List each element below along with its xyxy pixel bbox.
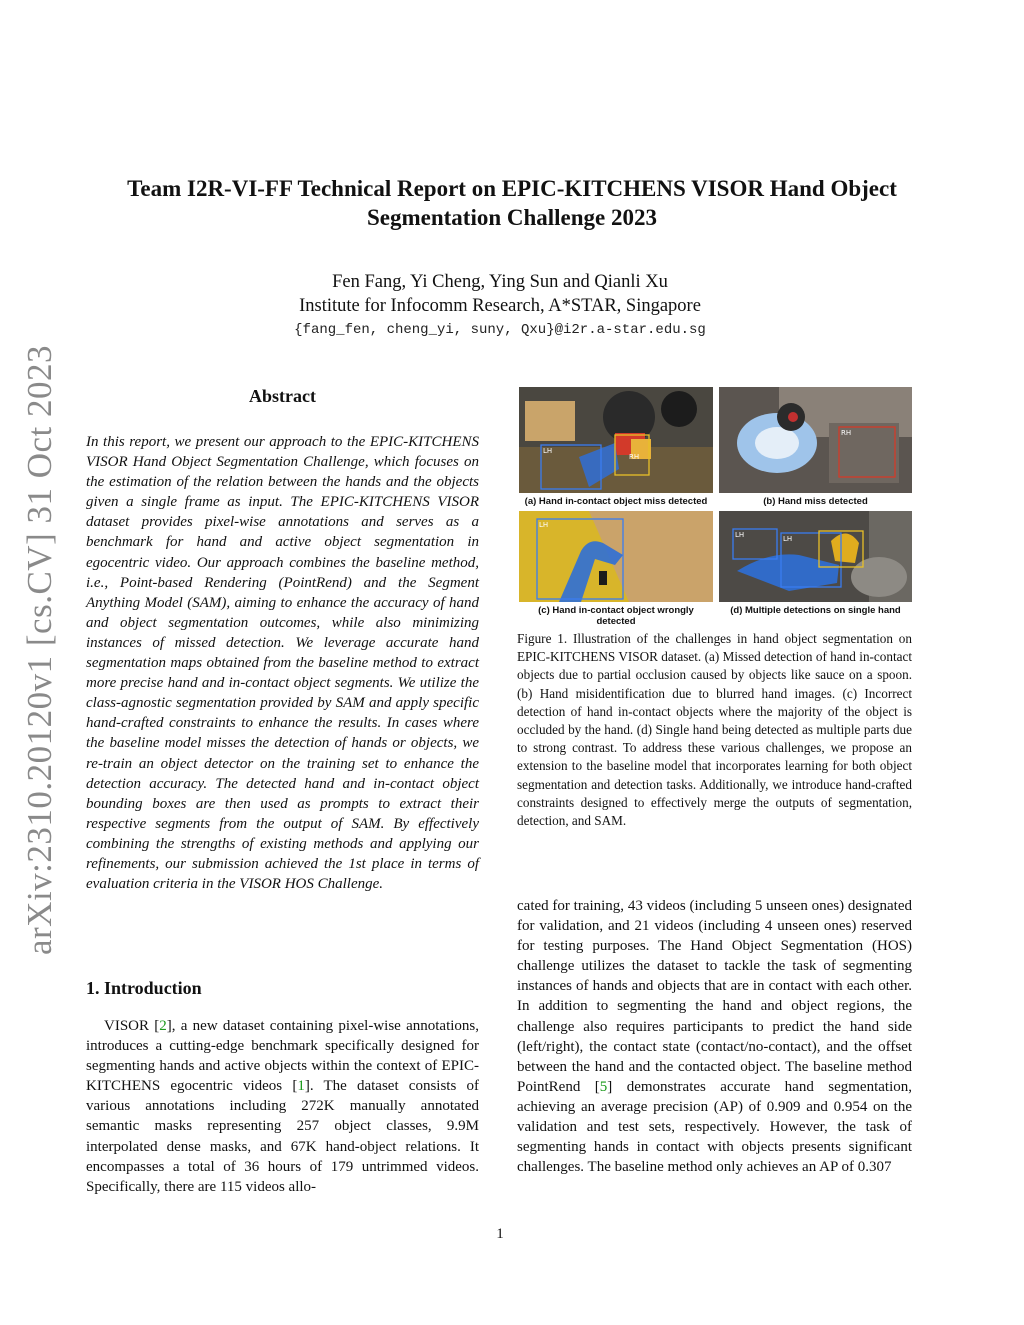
citation-link[interactable]: 5 xyxy=(599,1078,608,1095)
svg-text:LH: LH xyxy=(543,447,553,455)
abstract-heading: Abstract xyxy=(249,386,316,406)
panel-d-image xyxy=(719,511,912,602)
svg-text:RH: RH xyxy=(841,429,852,437)
panel-b-image xyxy=(719,387,912,493)
introduction-text xyxy=(86,1016,479,1197)
introduction-continued xyxy=(517,896,912,1177)
svg-text:LH: LH xyxy=(539,521,549,529)
abstract-text: In this report, we present our approach to the EPIC-KITCHENS VISOR Hand Object Segmentation Challenge, which focuses on the estimation of the relation between the hands and the objects given a single frame as input. The EPIC-KITCHENS VISOR dataset provides pixel-wise annotations and serves as a benchmark for hand and active object segmentation in egocentric video. Our approach combines the baseline method, i.e., Point-based Rendering (PointRend) and the Segment Anything Model (SAM), aiming to enhance the accuracy of hand and object segmentation outcomes, while also minimizing instances of missed detection. We leverage accurate hand segmentation maps obtained from the baseline method to extract more precise hand and in-contact object segments. We utilize the class-agnostic segmentation provided by SAM and apply specific hand-crafted constraints to enhance the results. In cases where the baseline model misses the detection of hands or objects, we re-train an object detector on the training set to enhance the detection accuracy. The detected hand and in-contact object bounding boxes are then used as prompts to extract their respective segments from the output of SAM. By effectively combining the strengths of existing methods and applying our refinements, our submission achieved the 1st place in terms of evaluation criteria in the VISOR HOS Challenge. xyxy=(86,434,479,893)
author-list: Fen Fang, Yi Cheng, Ying Sun and Qianli Xu xyxy=(332,272,668,292)
svg-text:LH: LH xyxy=(735,531,745,539)
svg-text:LH: LH xyxy=(783,535,793,543)
figure-panel-d xyxy=(719,511,912,623)
paper-title: Team I2R-VI-FF Technical Report on EPIC-KITCHENS VISOR Hand Object Segmentation Challenge 2023 xyxy=(127,176,897,230)
introduction-heading: 1. Introduction xyxy=(86,978,202,998)
figure-panel-a xyxy=(519,387,713,507)
panel-d-caption: (d) Multiple detections on single hand xyxy=(730,605,901,616)
figure-1-caption: Figure 1. Illustration of the challenges in hand object segmentation on EPIC-KITCHENS VISOR dataset. (a) Missed detection of hand in-contact objects due to partial occlusion caused by objects like sauce on a spoon. (b) Hand misidentification due to blurred hand images. (c) Incorrect detection of hand in-contact objects where the majority of the object is occluded by the hand. (d) Single hand being detected as multiple parts due to strong contrast. To address these various challenges, we propose an extension to the baseline model that incorporates learning for both object segmentation and detection tasks. Additionally, we introduce hand-crafted constraints designed to effectively merge the outputs of segmentation, detection, and SAM. xyxy=(517,631,912,829)
panel-b-caption: (b) Hand miss detected xyxy=(763,496,868,507)
panel-c-image xyxy=(519,511,713,602)
figure-panel-c xyxy=(519,511,713,627)
figure-1 xyxy=(519,387,912,627)
introduction-paragraph: VISOR [2], a new dataset containing pixel-wise annotations, introduces a cutting-edge benchmark specifically designed for segmenting hands and active objects within the context of EPIC-KITCHENS egocentric videos [1]. The dataset consists of various annotations including 272K manually annotated semantic masks representing 257 object classes, 9.9M interpolated dense masks, and 67K hand-object relations. It encompasses a total of 36 hours of 179 untrimmed videos. Specifically, there are 115 videos allo- xyxy=(86,1018,479,1195)
panel-a-image xyxy=(519,387,713,493)
affiliation: Institute for Infocomm Research, A*STAR, Singapore xyxy=(299,296,701,316)
panel-a-caption: (a) Hand in-contact object miss detected xyxy=(524,496,708,507)
svg-text:RH: RH xyxy=(629,453,640,461)
introduction-paragraph-continued: cated for training, 43 videos (including 5 unseen ones) designated for validation, and 21 videos (including 4 unseen ones) reserved for testing purposes. The Hand Object Segmentation (HOS) challenge utilizes the dataset to tackle the task of segmenting instances of hands and objects that are in contact with each other. In addition to segmenting the hand and object regions, the challenge also requires participants to predict the hand side (left/right), the contact state (contact/no-contact), and the offset between the hand and the contacted object. The baseline method PointRend [5] demonstrates accurate hand segmentation, achieving an average precision (AP) of 0.909 and 0.954 on the validation and test sets, respectively. However, the task of segmenting hands in contact with objects presents significant challenges. The baseline method only achieves an AP of 0.307 xyxy=(517,898,912,1176)
panel-c-caption: (c) Hand in-contact object wrongly detected xyxy=(538,605,694,627)
arxiv-identifier-text: arXiv:2310.20120v1 [cs.CV] 31 Oct 2023 xyxy=(20,344,59,956)
page-number: 1 xyxy=(496,1226,504,1242)
citation-link[interactable]: 2 xyxy=(159,1018,167,1034)
citation-link[interactable]: 1 xyxy=(297,1078,305,1095)
author-emails: {fang_fen, cheng_yi, suny, Qxu}@i2r.a-star.edu.sg xyxy=(294,322,706,338)
figure-panel-b xyxy=(719,387,912,507)
arxiv-identifier xyxy=(18,344,62,956)
